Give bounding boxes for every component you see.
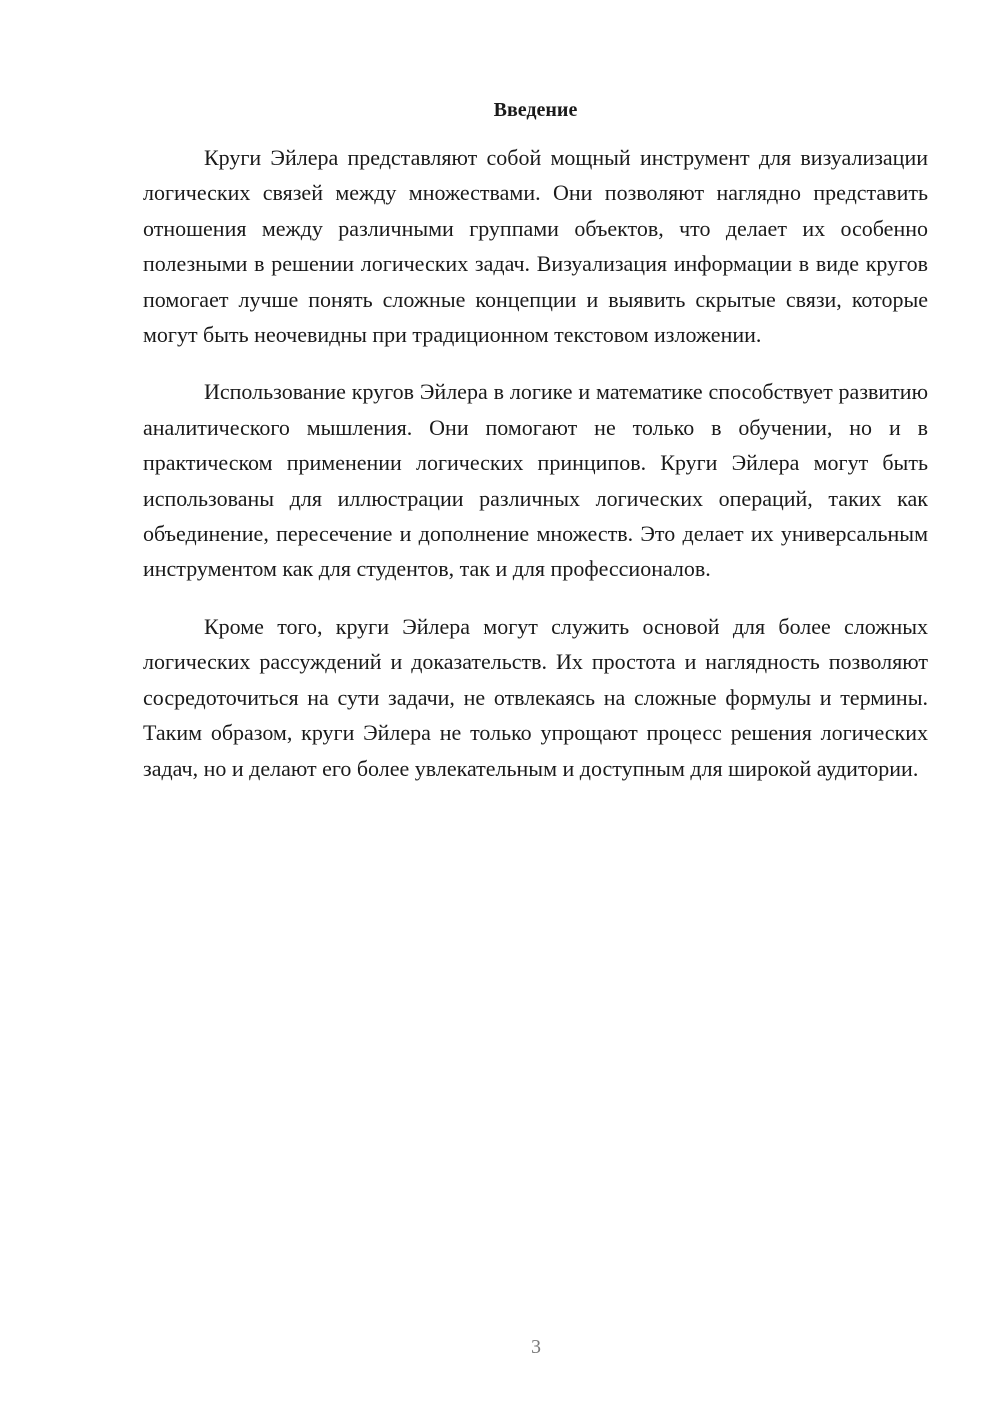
page-number: 3	[531, 1336, 541, 1358]
paragraph-1: Круги Эйлера представляют собой мощный инструмент для визуализации логических связей между множествами. Они позволяют наглядно представить отношения между различными группами объектов, что делает их особенно полезными в решении логических задач. Визуализация информации в виде кругов помогает лучше понять сложные концепции и выявить скрытые связи, которые могут быть неочевидны при традиционном текстовом изложении.	[143, 145, 928, 348]
paragraph-3: Кроме того, круги Эйлера могут служить основой для более сложных логических рассуждений и доказательств. Их простота и наглядность позволяют сосредоточиться на сути задачи, не отвлекаясь на сложные формулы и термины. Таким образом, круги Эйлера не только упрощают процесс решения логических задач, но и делают его более увлекательным и доступным для широкой аудитории.	[143, 613, 928, 781]
page-title: Введение	[493, 99, 578, 121]
page-content	[143, 96, 928, 808]
paragraph-2: Использование кругов Эйлера в логике и математике способствует развитию аналитического мышления. Они помогают не только в обучении, но и в практическом применении логических принципов. Круги Эйлера могут быть использованы для иллюстрации различных логических операций, таких как объединение, пересечение и дополнение множеств. Это делает их универсальным инструментом как для студентов, так и для профессионалов.	[143, 379, 928, 582]
